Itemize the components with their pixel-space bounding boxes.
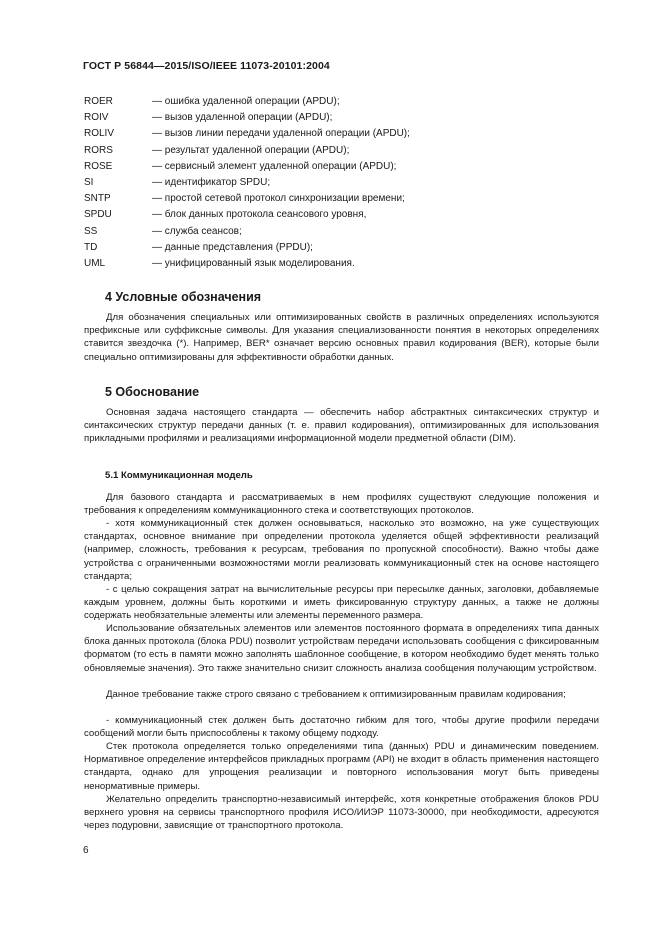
subsection-paragraph: - коммуникационный стек должен быть достаточно гибким для того, чтобы другие профили передачи сообщений могли быть приспособлены к такому общему подходу. bbox=[84, 715, 599, 740]
abbreviation-definition: — вызов линии передачи удаленной операции (APDU); bbox=[152, 128, 410, 140]
abbreviation-definition: — данные представления (PPDU); bbox=[152, 241, 313, 253]
section-4-paragraph: Для обозначения специальных или оптимизированных свойств в различных определениях используются префиксные или суффиксные символы. Для указания специализованности понятия в некоторых определениях ставится звездочка (*). Например, BER* означает версию основных правил кодирования (BER), которые были специально оптимизированы для эффективности обработки данных. bbox=[84, 312, 599, 363]
abbreviation-row bbox=[84, 256, 604, 272]
section-4-title: 4 Условные обозначения bbox=[105, 290, 262, 304]
abbreviation-row bbox=[84, 110, 604, 126]
abbreviation-definition: — сервисный элемент удаленной операции (APDU); bbox=[152, 160, 397, 172]
abbreviation-code: ROLIV bbox=[84, 128, 115, 140]
section-5-title: 5 Обоснование bbox=[105, 385, 200, 399]
abbreviation-code: SS bbox=[84, 225, 98, 237]
abbreviation-code: SNTP bbox=[84, 193, 111, 205]
subsection-paragraph: Использование обязательных элементов или элементов постоянного формата в определениях типа данных блока данных протокола (блока PDU) позволит устройствам передачи использовать сообщения с фиксированным форматом (то есть в памяти можно заполнять шаблонное сообщение, в котором необходимо будет менять только обновляемые значения). Это также значительно снизит сложность анализа сообщения получающим устройством. bbox=[84, 623, 599, 674]
document-header: ГОСТ Р 56844—2015/ISO/IEEE 11073-20101:2004 bbox=[83, 60, 330, 72]
subsection-paragraph: - хотя коммуникационный стек должен основываться, насколько это возможно, на уже существующих стандартах, основное внимание при определении протокола уделяется общей эффективности реализаций (например, сложность, требования к ресурсам, требования по пропускной способности). Важно чтобы даже устройства с ограниченными возможностями могли реализовать коммуникационный стек на основе настоящего стандарта; bbox=[84, 518, 599, 582]
abbreviation-row bbox=[84, 94, 604, 110]
abbreviation-code: SPDU bbox=[84, 209, 112, 221]
abbreviation-row bbox=[84, 175, 604, 191]
page-number: 6 bbox=[83, 845, 89, 856]
subsection-5-1-title: 5.1 Коммуникационная модель bbox=[105, 470, 253, 481]
subsection-paragraph: Данное требование также строго связано с требованием к оптимизированным правилам кодирования; bbox=[106, 689, 566, 700]
abbreviation-definition: — простой сетевой протокол синхронизации времени; bbox=[152, 193, 405, 205]
abbreviation-code: ROIV bbox=[84, 112, 109, 124]
abbreviation-definition: — результат удаленной операции (APDU); bbox=[152, 144, 350, 156]
abbreviation-definition: — идентификатор SPDU; bbox=[152, 176, 271, 188]
abbreviation-definition: — ошибка удаленной операции (APDU); bbox=[152, 96, 340, 107]
abbreviation-definition: — вызов удаленной операции (APDU); bbox=[152, 112, 333, 124]
abbreviation-row bbox=[84, 159, 604, 175]
subsection-paragraph: Для базового стандарта и рассматриваемых в нем профилях существуют следующие положения и требования к определениям коммуникационного стека и соответствующих протоколов. bbox=[84, 492, 599, 517]
abbreviation-row bbox=[84, 143, 604, 159]
abbreviation-code: TD bbox=[84, 241, 98, 253]
abbreviation-row bbox=[84, 207, 604, 223]
abbreviation-row bbox=[84, 126, 604, 142]
abbreviation-code: UML bbox=[84, 257, 106, 269]
abbreviation-code: ROSE bbox=[84, 160, 113, 172]
section-5-paragraph: Основная задача настоящего стандарта — обеспечить набор абстрактных синтаксических структур и синтаксических структур передачи данных (т. е. правил кодирования), оптимизированных для использования прикладными профилями и реализациями информационной модели предметной области (DIM). bbox=[84, 407, 599, 445]
abbreviation-definition: — блок данных протокола сеансового уровня, bbox=[152, 209, 367, 221]
subsection-paragraph: Стек протокола определяется только определениями типа (данных) PDU и динамическим поведением. Нормативное определение интерфейсов прикладных программ (API) не входит в область применения настоящего стандарта, однако для упрощения реализации и повторного использования могут быть приведены ненормативные примеры. bbox=[84, 741, 599, 792]
subsection-paragraph: Желательно определить транспортно-независимый интерфейс, хотя конкретные отображения блоков PDU верхнего уровня на сервисы транспортного профиля ИСО/ИИЭР 11073-30000, при необходимости, адресуются через подуровни, зависящие от транспортного протокола. bbox=[84, 794, 599, 832]
abbreviation-code: SI bbox=[84, 176, 94, 188]
subsection-paragraph: - с целью сокращения затрат на вычислительные ресурсы при пересылке данных, заголовки, добавляемые каждым уровнем, должны быть короткими и иметь фиксированную структуру данных, а также не должны содержать необязательные элементы или элементы переменного размера. bbox=[84, 584, 599, 622]
abbreviation-row bbox=[84, 191, 604, 207]
abbreviation-row bbox=[84, 224, 604, 240]
abbreviation-code: RORS bbox=[84, 144, 113, 156]
abbreviation-code: ROER bbox=[84, 96, 113, 107]
abbreviation-definition: — унифицированный язык моделирования. bbox=[152, 257, 355, 269]
abbreviation-definition: — служба сеансов; bbox=[152, 225, 242, 237]
abbreviation-row bbox=[84, 240, 604, 256]
abbreviation-list bbox=[84, 94, 604, 272]
